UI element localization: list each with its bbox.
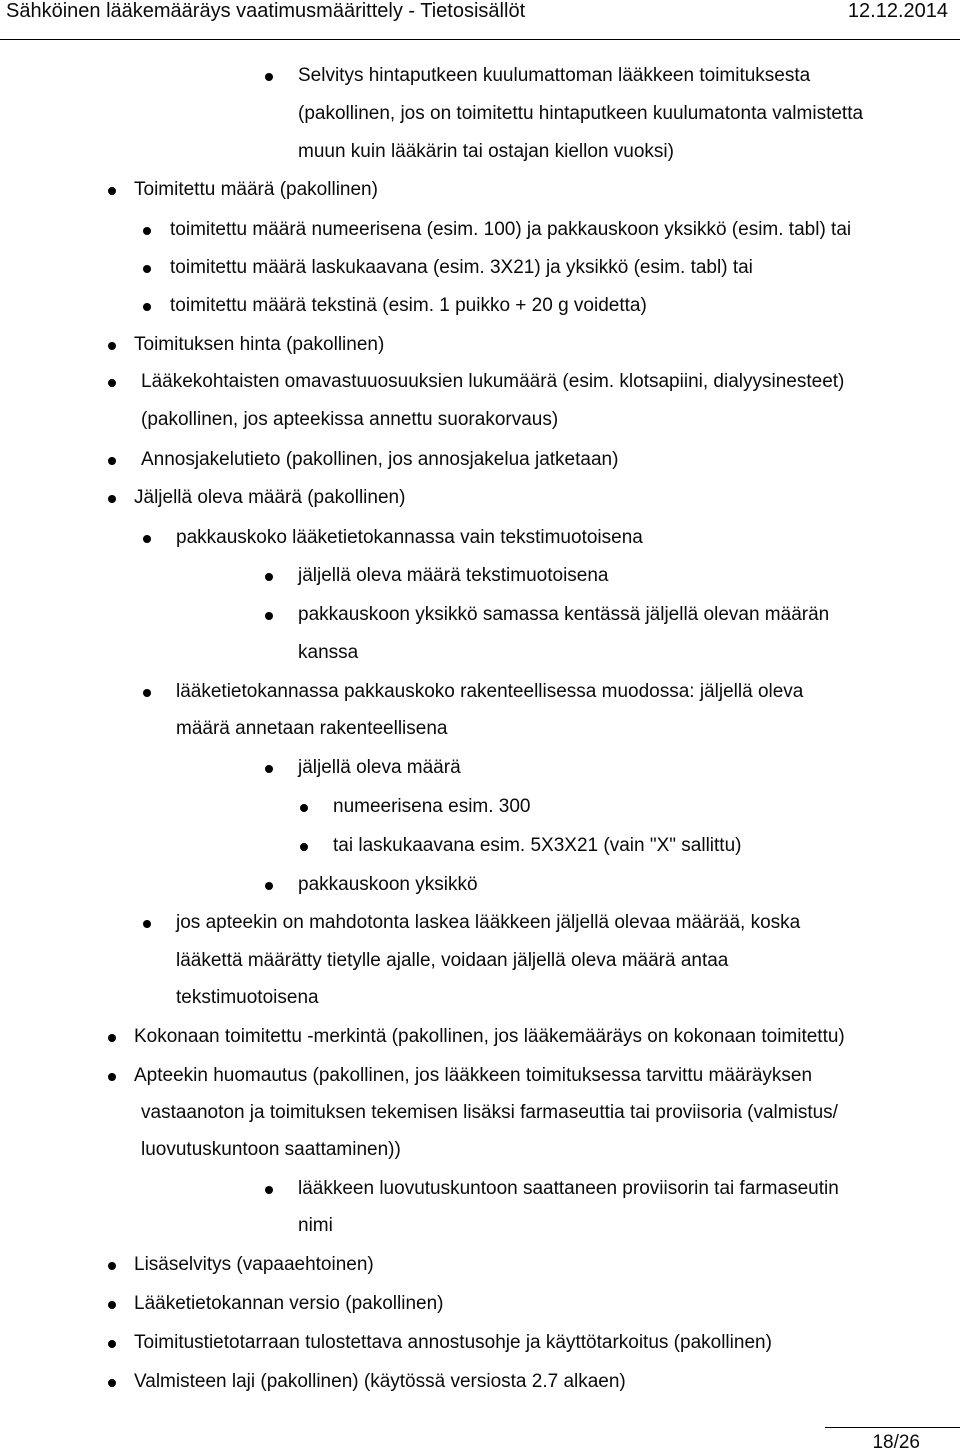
list-item-text: toimitettu määrä numeerisena (esim. 100) ja pakkauskoon yksikkö (esim. tabl) tai [170, 219, 852, 240]
list-item-text: nimi [298, 1215, 333, 1236]
list-item-text: jäljellä oleva määrä [298, 757, 461, 778]
page-header [0, 0, 960, 34]
bullet-icon [143, 265, 151, 273]
list-item-text: jos apteekin on mahdotonta laskea lääkkeen jäljellä olevaa määrää, koska [176, 912, 801, 933]
list-item-text: Toimitettu määrä (pakollinen) [134, 179, 378, 200]
list-item-text: tai laskukaavana esim. 5X3X21 (vain "X" sallittu) [333, 835, 742, 856]
list-item-text: (pakollinen, jos apteekissa annettu suorakorvaus) [141, 409, 559, 430]
bullet-icon [143, 535, 151, 543]
list-item-text: luovutuskuntoon saattaminen)) [141, 1139, 401, 1160]
list-item-text: pakkauskoon yksikkö samassa kentässä jäljellä olevan määrän [298, 604, 830, 625]
bullet-icon [143, 227, 151, 235]
list-item-text: (pakollinen, jos on toimitettu hintaputkeen kuulumatonta valmistetta [298, 103, 864, 124]
list-item-text: määrä annetaan rakenteellisena [176, 718, 448, 739]
list-item-text: toimitettu määrä laskukaavana (esim. 3X21) ja yksikkö (esim. tabl) tai [170, 257, 753, 278]
list-item-text: Lääkekohtaisten omavastuuosuuksien lukumäärä (esim. klotsapiini, dialyysinesteet) [141, 371, 845, 392]
list-item-text: Selvitys hintaputkeen kuulumattoman lääkkeen toimituksesta [298, 65, 811, 86]
bullet-icon [143, 689, 151, 697]
list-item-text: Jäljellä oleva määrä (pakollinen) [134, 487, 406, 508]
list-item-text: kanssa [298, 642, 359, 663]
bullet-icon [108, 187, 116, 195]
bullet-icon [265, 1186, 273, 1194]
bullet-icon [265, 573, 273, 581]
list-item-text: Toimitustietotarraan tulostettava annostusohje ja käyttötarkoitus (pakollinen) [134, 1332, 772, 1353]
list-item-text: Kokonaan toimitettu -merkintä (pakollinen, jos lääkemääräys on kokonaan toimitettu) [134, 1026, 845, 1047]
bullet-icon [300, 804, 308, 812]
bullet-icon [300, 843, 308, 851]
list-item-text: numeerisena esim. 300 [333, 796, 531, 817]
bullet-icon [143, 303, 151, 311]
document-title: Sähköinen lääkemääräys vaatimusmäärittely - Tietosisällöt [6, 0, 526, 22]
list-item-text: Apteekin huomautus (pakollinen, jos lääkkeen toimituksessa tarvittu määräyksen [134, 1065, 813, 1086]
bullet-icon [265, 73, 273, 81]
bullet-icon [108, 1379, 116, 1387]
list-item-text: Toimituksen hinta (pakollinen) [134, 334, 385, 355]
list-item-text: jäljellä oleva määrä tekstimuotoisena [298, 565, 609, 586]
list-item-text: tekstimuotoisena [176, 987, 319, 1008]
list-item-text: Lääketietokannan versio (pakollinen) [134, 1293, 444, 1314]
bullet-icon [108, 379, 116, 387]
list-item-text: pakkauskoko lääketietokannassa vain tekstimuotoisena [176, 527, 643, 548]
bullet-icon [108, 1073, 116, 1081]
bullet-icon [265, 765, 273, 773]
list-item-text: pakkauskoon yksikkö [298, 874, 478, 895]
list-item-text: lääketietokannassa pakkauskoko rakenteellisessa muodossa: jäljellä oleva [176, 681, 804, 702]
list-item-text: muun kuin lääkärin tai ostajan kiellon vuoksi) [298, 141, 674, 162]
list-item-text: Valmisteen laji (pakollinen) (käytössä versiosta 2.7 alkaen) [134, 1371, 626, 1392]
document-date: 12.12.2014 [847, 0, 948, 22]
bullet-icon [108, 495, 116, 503]
bullet-icon [108, 1262, 116, 1270]
list-item-text: toimitettu määrä tekstinä (esim. 1 puikko + 20 g voidetta) [170, 295, 647, 316]
page-number: 18/26 [872, 1432, 920, 1453]
list-item-text: Annosjakelutieto (pakollinen, jos annosjakelua jatketaan) [141, 449, 619, 470]
list-item-text: lääkettä määrätty tietylle ajalle, voidaan jäljellä oleva määrä antaa [176, 950, 729, 971]
header-divider [0, 39, 960, 40]
list-item-text: lääkkeen luovutuskuntoon saattaneen proviisorin tai farmaseutin [298, 1178, 839, 1199]
bullet-icon [143, 920, 151, 928]
list-item-text: vastaanoton ja toimituksen tekemisen lisäksi farmaseuttia tai proviisoria (valmistus/ [141, 1102, 838, 1123]
bullet-icon [265, 882, 273, 890]
bullet-icon [108, 1301, 116, 1309]
footer-divider [825, 1427, 960, 1428]
bullet-icon [108, 457, 116, 465]
bullet-icon [265, 612, 273, 620]
bullet-icon [108, 1034, 116, 1042]
bullet-icon [108, 1340, 116, 1348]
list-item-text: Lisäselvitys (vapaaehtoinen) [134, 1254, 374, 1275]
bullet-icon [108, 342, 116, 350]
